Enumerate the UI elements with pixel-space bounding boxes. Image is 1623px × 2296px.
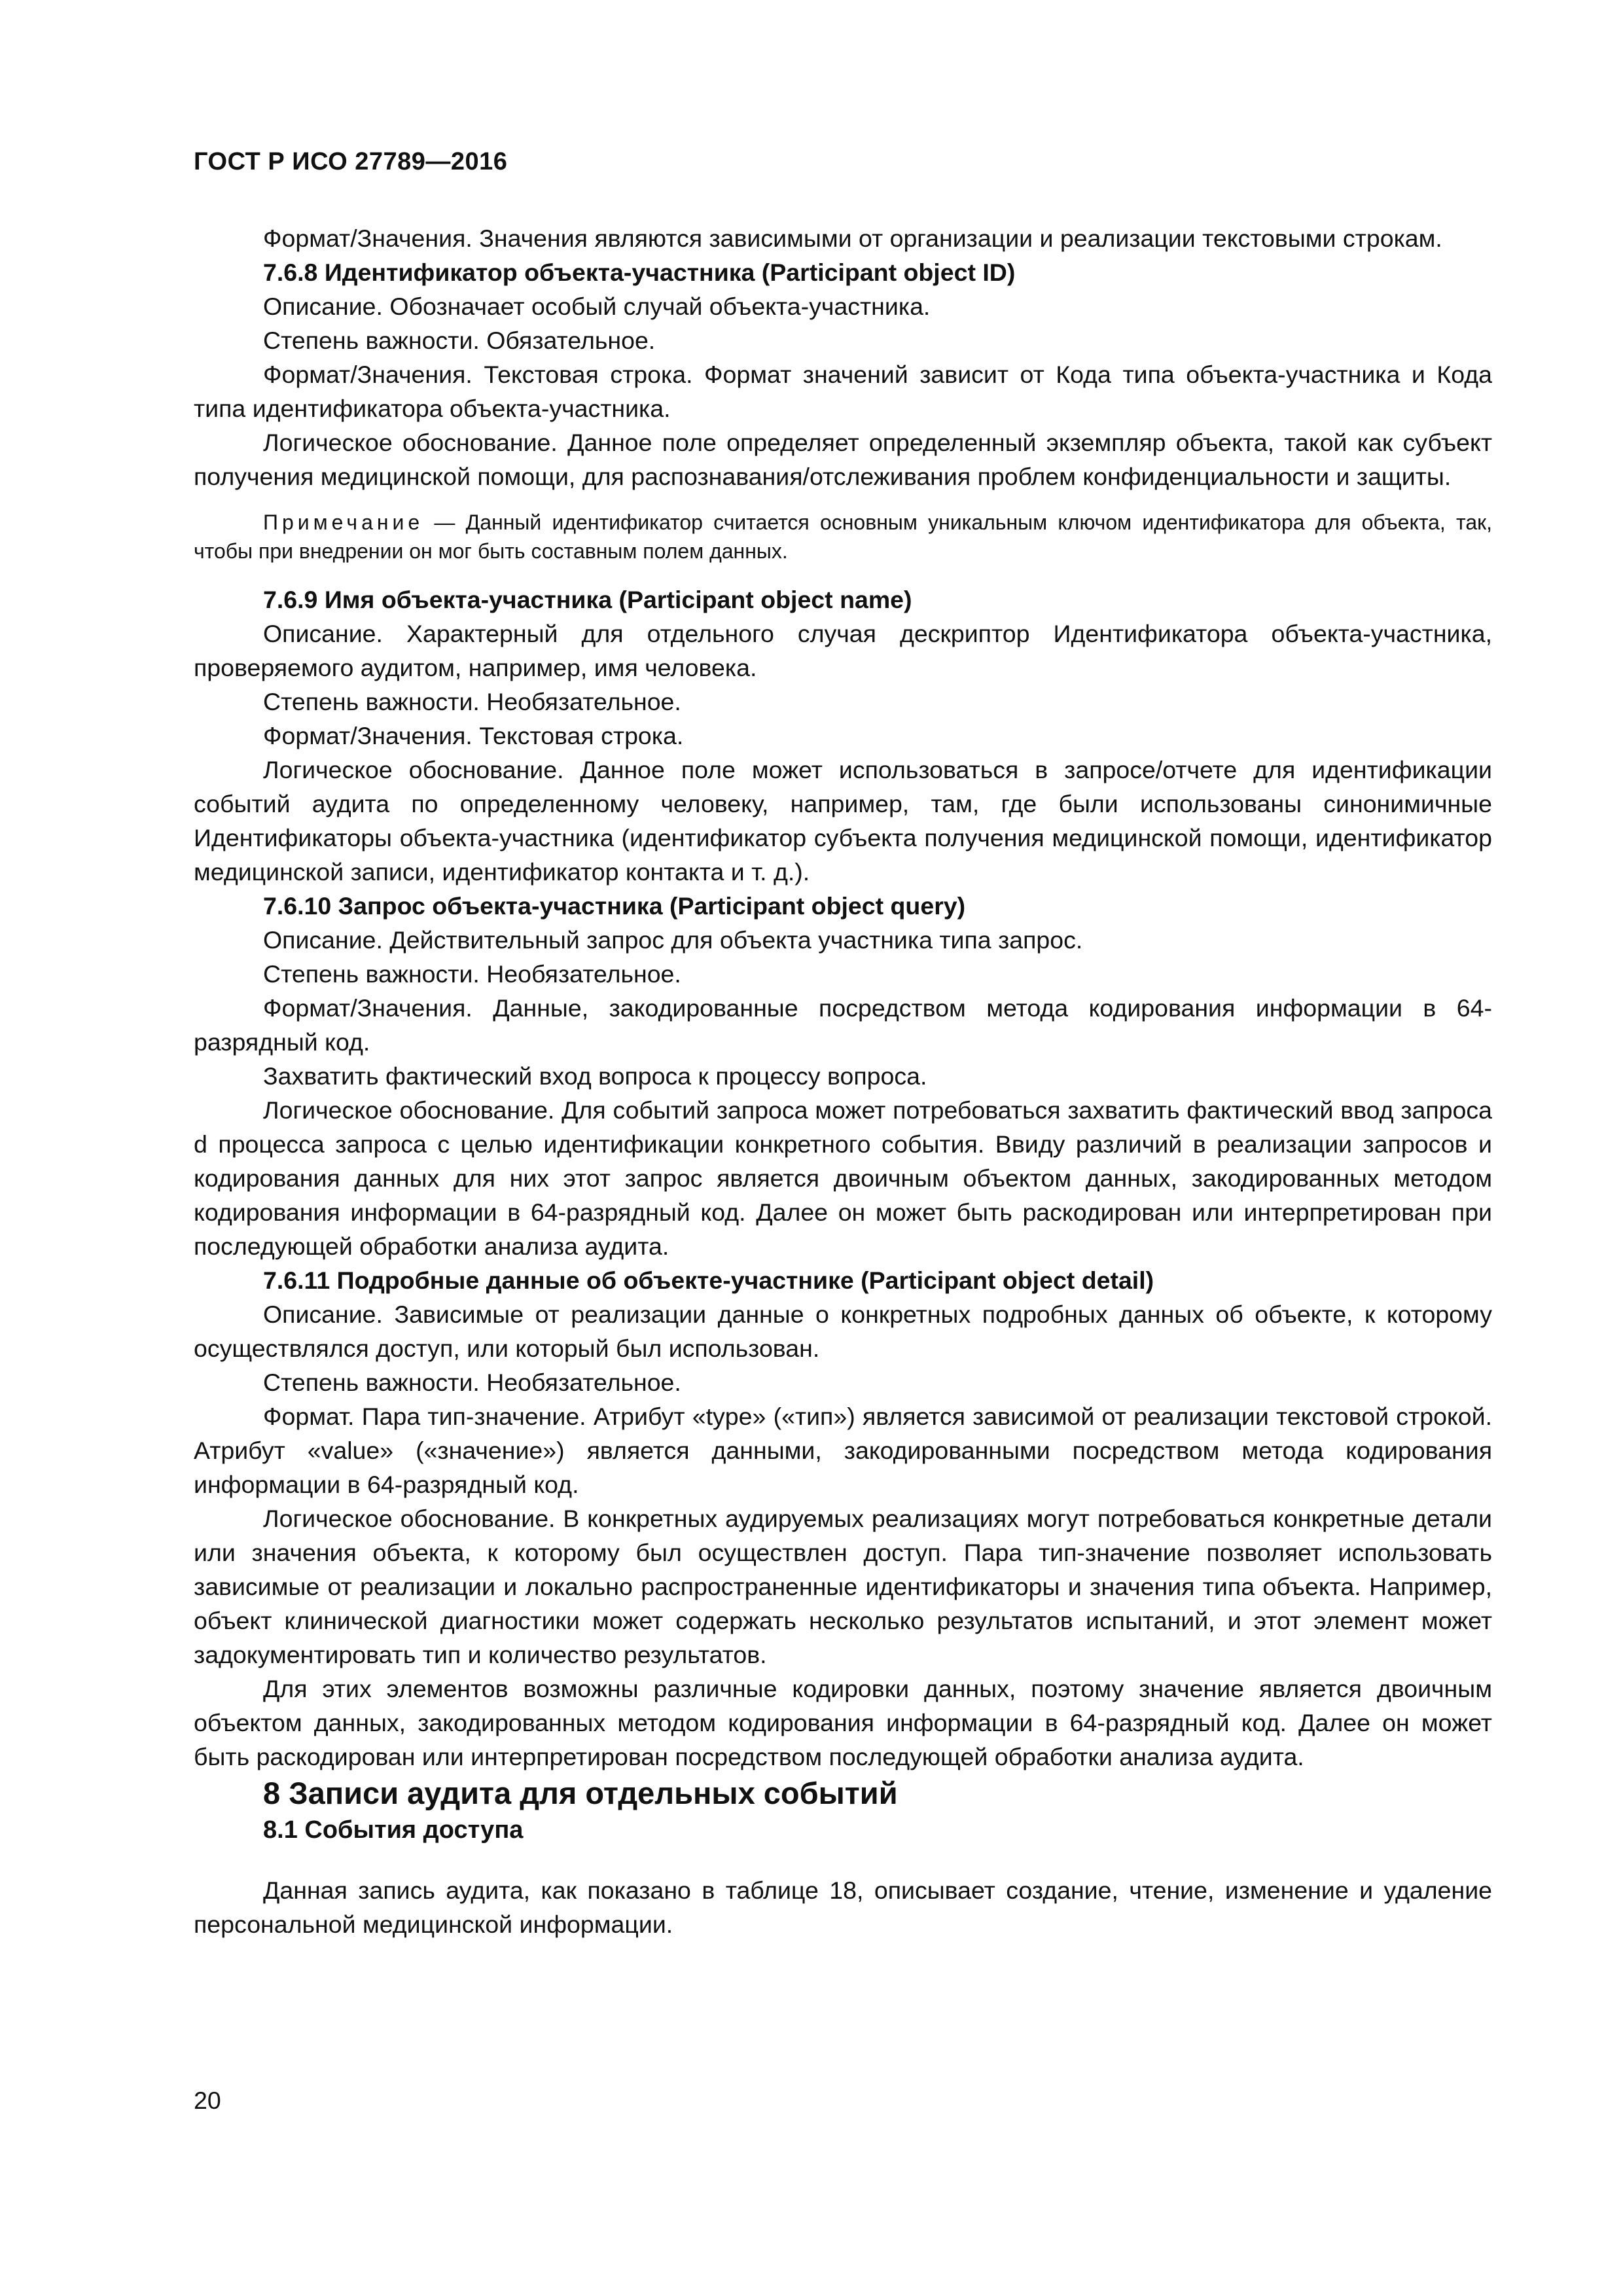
paragraph: Логическое обоснование. В конкретных аудируемых реализациях могут потребоваться конкретные детали или значения объекта, к которому был осуществлен доступ. Пара тип-значение позволяет использовать зависимые от реализации и локально распространенные идентификаторы и значения типа объекта. Например, объект клинической диагностики может содержать несколько результатов испытаний, и этот элемент может задокументировать тип и количество результатов. <box>194 1505 1492 1668</box>
paragraph: Формат/Значения. Текстовая строка. Формат значений зависит от Кода типа объекта-участника и Кода типа идентификатора объекта-участника. <box>194 361 1492 422</box>
paragraph: Формат/Значения. Данные, закодированные посредством метода кодирования информации в 64-разрядный код. <box>194 994 1492 1056</box>
paragraph: Описание. Обозначает особый случай объекта-участника. <box>263 293 931 320</box>
clause-heading: 7.6.9 Имя объекта-участника (Participant object name) <box>263 586 912 613</box>
clause-heading: 7.6.11 Подробные данные об объекте-участнике (Participant object detail) <box>263 1266 1154 1294</box>
subsection-title: 8.1 События доступа <box>263 1816 524 1844</box>
paragraph: Логическое обоснование. Данное поле может использоваться в запросе/отчете для идентификации событий аудита по определенному человеку, например, там, где были использованы синонимичные Идентификаторы объекта-участника (идентификатор субъекта получения медицинской помощи, идентификатор медицинской записи, идентификатор контакта и т. д.). <box>194 756 1492 886</box>
document-header: ГОСТ Р ИСО 27789—2016 <box>194 148 508 175</box>
paragraph: Формат/Значения. Текстовая строка. <box>263 722 684 749</box>
paragraph: Формат/Значения. Значения являются зависимыми от организации и реализации текстовыми строкам. <box>263 224 1442 252</box>
paragraph: Захватить фактический вход вопроса к процессу вопроса. <box>263 1062 927 1090</box>
paragraph: Степень важности. Необязательное. <box>263 688 681 715</box>
paragraph: Данная запись аудита, как показано в таблице 18, описывает создание, чтение, изменение и удаление персональной медицинской информации. <box>194 1876 1492 1938</box>
clause-heading: 7.6.8 Идентификатор объекта-участника (Participant object ID) <box>263 259 1016 286</box>
page-number: 20 <box>194 2087 221 2114</box>
paragraph: Степень важности. Обязательное. <box>263 327 656 354</box>
note-text: — Данный идентификатор считается основным уникальным ключом идентификатора для объекта, так, чтобы при внедрении он мог быть составным полем данных. <box>194 511 1492 563</box>
paragraph: Описание. Характерный для отдельного случая дескриптор Идентификатора объекта-участника, проверяемого аудитом, например, имя человека. <box>194 620 1492 681</box>
note-label: Примечание <box>263 511 424 534</box>
paragraph: Логическое обоснование. Данное поле определяет определенный экземпляр объекта, такой как субъект получения медицинской помощи, для распознавания/отслеживания проблем конфиденциальности и защиты. <box>194 429 1492 490</box>
paragraph: Описание. Действительный запрос для объекта участника типа запрос. <box>263 926 1083 954</box>
note <box>194 508 1492 565</box>
clause-heading: 7.6.10 Запрос объекта-участника (Participant object query) <box>263 892 966 920</box>
paragraph: Для этих элементов возможны различные кодировки данных, поэтому значение является двоичным объектом данных, закодированных методом кодирования информации в 64-разрядный код. Далее он может быть раскодирован или интерпретирован посредством последующей обработки анализа аудита. <box>194 1675 1492 1770</box>
paragraph: Формат. Пара тип-значение. Атрибут «type» («тип») является зависимой от реализации текстовой строкой. Атрибут «value» («значение») является данными, закодированными посредством метода кодирования информации в 64-разрядный код. <box>194 1403 1492 1498</box>
paragraph: Степень важности. Необязательное. <box>263 1369 681 1396</box>
paragraph: Описание. Зависимые от реализации данные о конкретных подробных данных об объекте, к которому осуществлялся доступ, или который был использован. <box>194 1300 1492 1362</box>
paragraph: Логическое обоснование. Для событий запроса может потребоваться захватить фактический ввод запроса d процесса запроса с целью идентификации конкретного события. Ввиду различий в реализации запросов и кодирования данных для них этот запрос является двоичным объектом данных, закодированных методом кодирования информации в 64-разрядный код. Далее он может быть раскодирован или интерпретирован при последующей обработки анализа аудита. <box>194 1096 1492 1260</box>
paragraph: Степень важности. Необязательное. <box>263 960 681 988</box>
section-title: 8 Записи аудита для отдельных событий <box>263 1776 898 1810</box>
page-body <box>194 221 1492 1941</box>
